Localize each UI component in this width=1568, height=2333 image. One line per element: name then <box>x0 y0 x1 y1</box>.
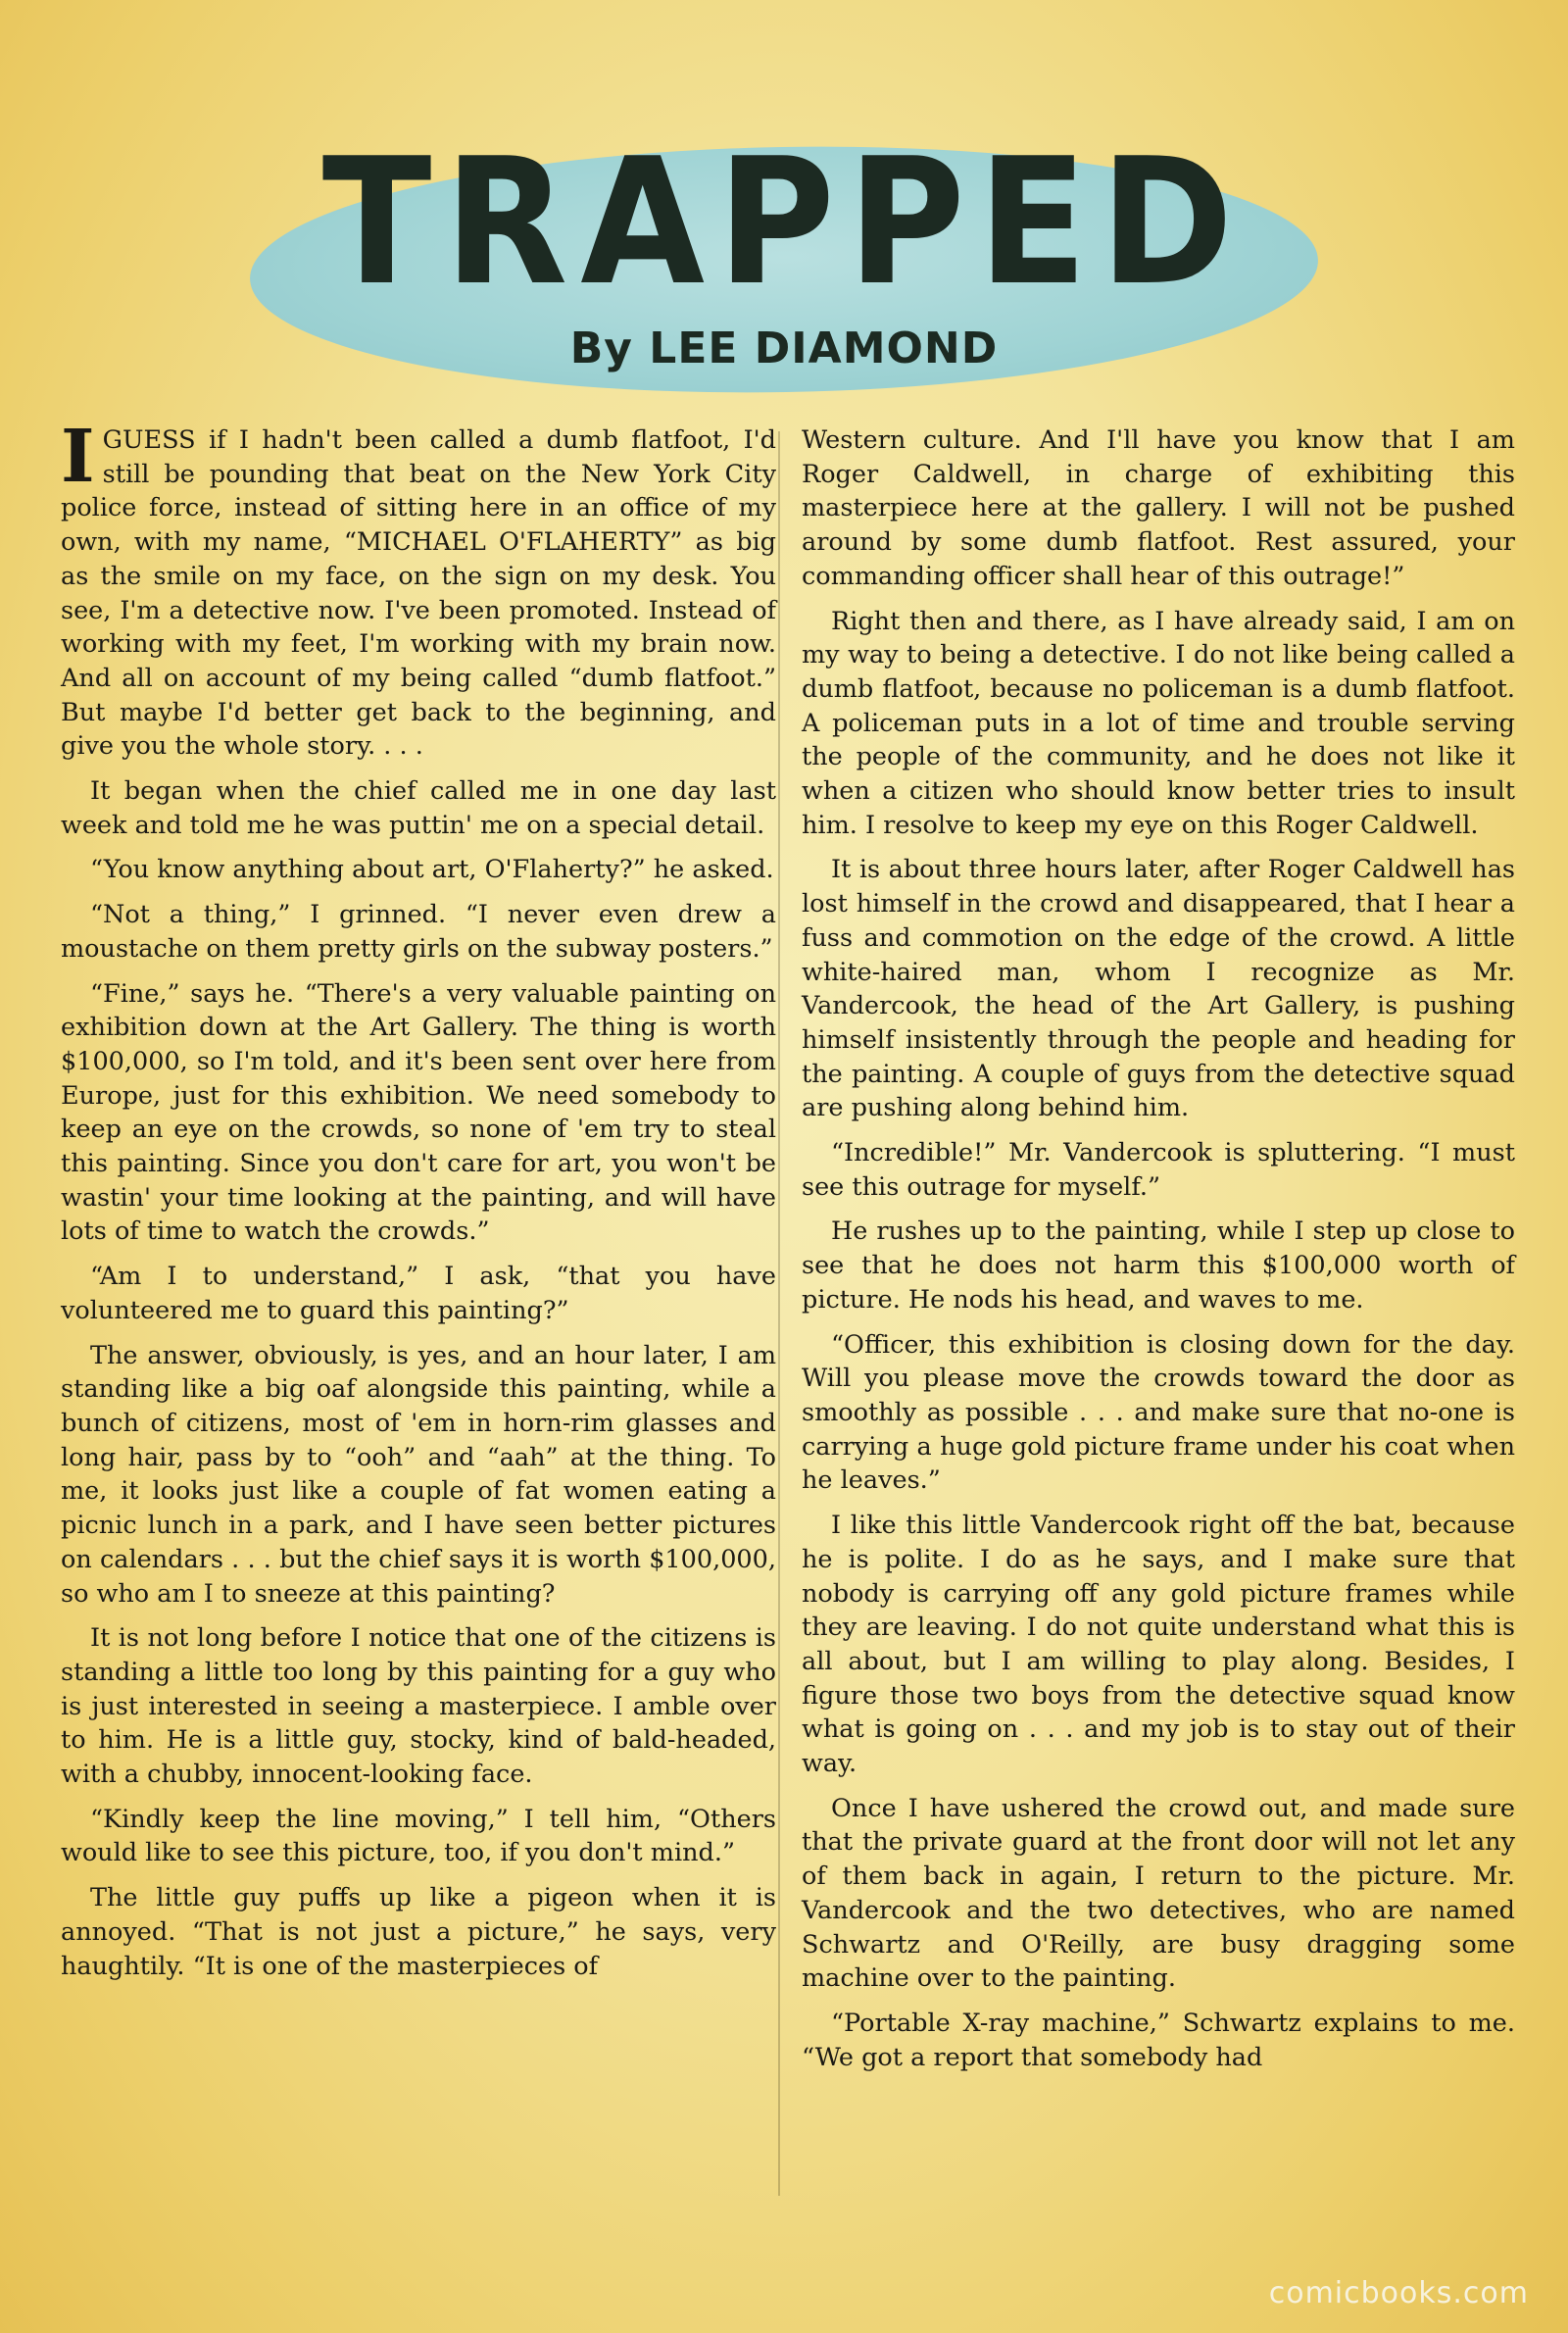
drop-cap: I <box>61 415 95 499</box>
story-title: TRAPPED <box>321 121 1247 323</box>
column-divider <box>778 431 780 2196</box>
paragraph: “You know anything about art, O'Flaherty?” he asked. <box>90 855 774 885</box>
paragraph: Right then and there, as I have already said, I am on my way to being a detective. I do not like being called a dumb flatfoot, because no policeman is a dumb flatfoot. A policeman puts in a lot of time and trouble serving the people of the community, and he does not like it when a citizen who should know better tries to insult him. I resolve to keep my eye on this Roger Caldwell. <box>802 606 1515 840</box>
paragraph: The little guy puffs up like a pigeon when it is annoyed. “That is not just a picture,” he says, very haughtily. “It is one of the masterpieces of <box>61 1883 776 1981</box>
paragraph: “Kindly keep the line moving,” I tell him, “Others would like to see this picture, too, if you don't mind.” <box>61 1804 776 1868</box>
paragraph: “Officer, this exhibition is closing down for the day. Will you please move the crowds toward the door as smoothly as possible . . . and make sure that no-one is carrying a huge gold picture frame under his coat when he leaves.” <box>802 1329 1515 1496</box>
paragraph: Western culture. And I'll have you know that I am Roger Caldwell, in charge of exhibiting this masterpiece here at the gallery. I will not be pushed around by some dumb flatfoot. Rest assured, your commanding officer shall hear of this outrage!” <box>802 425 1515 591</box>
paragraph: “Am I to understand,” I ask, “that you have volunteered me to guard this painting?” <box>61 1262 776 1325</box>
paragraph: It is about three hours later, after Roger Caldwell has lost himself in the crowd and disappeared, that I hear a fuss and commotion on the edge of the crowd. A little white-haired man, whom I recognize as Mr. Vandercook, the head of the Art Gallery, is pushing himself insistently through the people and heading for the painting. A couple of guys from the detective squad are pushing along behind him. <box>802 855 1515 1123</box>
paragraph: It is not long before I notice that one of the citizens is standing a little too long by this painting for a guy who is just interested in seeing a masterpiece. I amble over to him. He is a little guy, stocky, kind of bald-headed, with a chubby, innocent-looking face. <box>61 1623 776 1790</box>
author-byline: By LEE DIAMOND <box>569 323 999 373</box>
paragraph: “Not a thing,” I grinned. “I never even drew a moustache on them pretty girls on the subway posters.” <box>61 900 776 964</box>
paragraph: “Incredible!” Mr. Vandercook is spluttering. “I must see this outrage for myself.” <box>802 1138 1515 1202</box>
paragraph: The answer, obviously, is yes, and an hour later, I am standing like a big oaf alongside this painting, while a bunch of citizens, most of 'em in horn-rim glasses and long hair, pass by to “ooh” and “aah” at the thing. To me, it looks just like a couple of fat women eating a picnic lunch in a park, and I have seen better pictures on calendars . . . but the chief says it is worth $100,000, so who am I to sneeze at this painting? <box>61 1340 776 1609</box>
paragraph: He rushes up to the painting, while I step up close to see that he does not harm this $100,000 worth of picture. He nods his head, and waves to me. <box>802 1216 1515 1315</box>
paragraph: It began when the chief called me in one day last week and told me he was puttin' me on a special detail. <box>61 776 776 840</box>
paragraph: I like this little Vandercook right off the bat, because he is polite. I do as he says, and I make sure that nobody is carrying off any gold picture frames while they are leaving. I do not quite understand what this is all about, but I am willing to play along. Besides, I figure those two boys from the detective squad know what is going on . . . and my job is to stay out of their way. <box>802 1511 1515 1779</box>
paragraph: “Portable X-ray machine,” Schwartz explains to me. “We got a report that somebody had <box>802 2008 1515 2072</box>
right-column <box>802 423 1515 2215</box>
site-watermark: comicbooks.com <box>1268 2276 1529 2310</box>
paragraph: “Fine,” says he. “There's a very valuable painting on exhibition down at the Art Gallery. The thing is worth $100,000, so I'm told, and it's been sent over here from Europe, just for this exhibition. We need somebody to keep an eye on the crowds, so none of 'em try to steal this painting. Since you don't care for art, you won't be wastin' your time looking at the painting, and will have lots of time to watch the crowds.” <box>61 978 776 1247</box>
paragraph: I GUESS if I hadn't been called a dumb flatfoot, I'd still be pounding that beat on the New York City police force, instead of sitting here in an office of my own, with my name, “MICHAEL O'FLAHERTY” as big as the smile on my face, on the sign on my desk. You see, I'm a detective now. I've been promoted. Instead of working with my feet, I'm working with my brain now. And all on account of my being called “dumb flatfoot.” But maybe I'd better get back to the beginning, and give you the whole story. . . . <box>61 415 776 762</box>
paragraph: Once I have ushered the crowd out, and made sure that the private guard at the front door will not let any of them back in again, I return to the picture. Mr. Vandercook and the two detectives, who are named Schwartz and O'Reilly, are busy dragging some machine over to the painting. <box>802 1793 1515 1994</box>
left-column <box>61 415 776 2215</box>
